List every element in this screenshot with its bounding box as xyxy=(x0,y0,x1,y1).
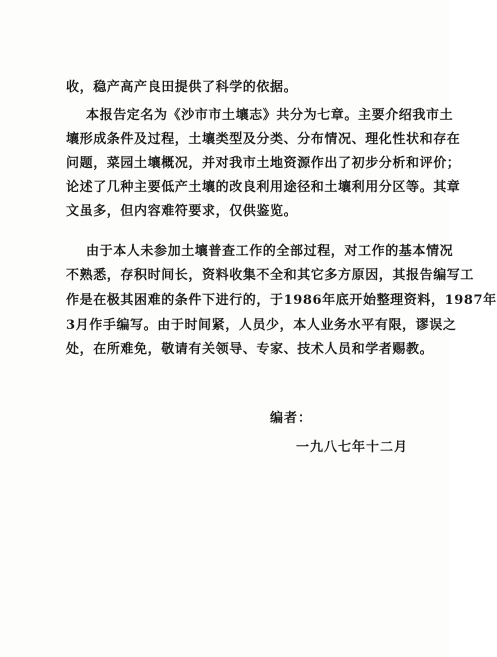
text-line: 作是在极其困难的条件下进行的，于1986年底开始整理资料，1987年 xyxy=(66,293,497,308)
signature-label: 编者： xyxy=(270,411,313,426)
text-line: 由于本人未参加土壤普查工作的全部过程，对工作的基本情况 xyxy=(86,244,454,259)
text-line: 不熟悉，存积时间长，资料收集不全和其它多方原因，其报告编写工 xyxy=(66,268,475,283)
text-line: 问题，菜园土壤概况，并对我市土地资源作出了初步分析和评价； xyxy=(66,156,461,171)
signature-date: 一九八七年十二月 xyxy=(296,440,409,455)
text-line: 论述了几种主要低产土壤的改良利用途径和土壤利用分区等。其章 xyxy=(66,180,461,195)
text-line: 本报告定名为《沙市市土壤志》共分为七章。主要介绍我市土 xyxy=(86,108,454,123)
text-line: 文虽多，但内容难符要求，仅供鉴览。 xyxy=(66,204,298,219)
text-line: 壤形成条件及过程，土壤类型及分类、分布情况、理化性状和存在 xyxy=(66,132,461,147)
text-line: 3月作手编写。由于时间紧，人员少，本人业务水平有限，谬误之 xyxy=(66,318,457,333)
text-line: 收，稳产高产良田提供了科学的依据。 xyxy=(66,80,298,95)
text-line: 处，在所难免，敬请有关领导、专家、技术人员和学者赐教。 xyxy=(66,342,434,357)
